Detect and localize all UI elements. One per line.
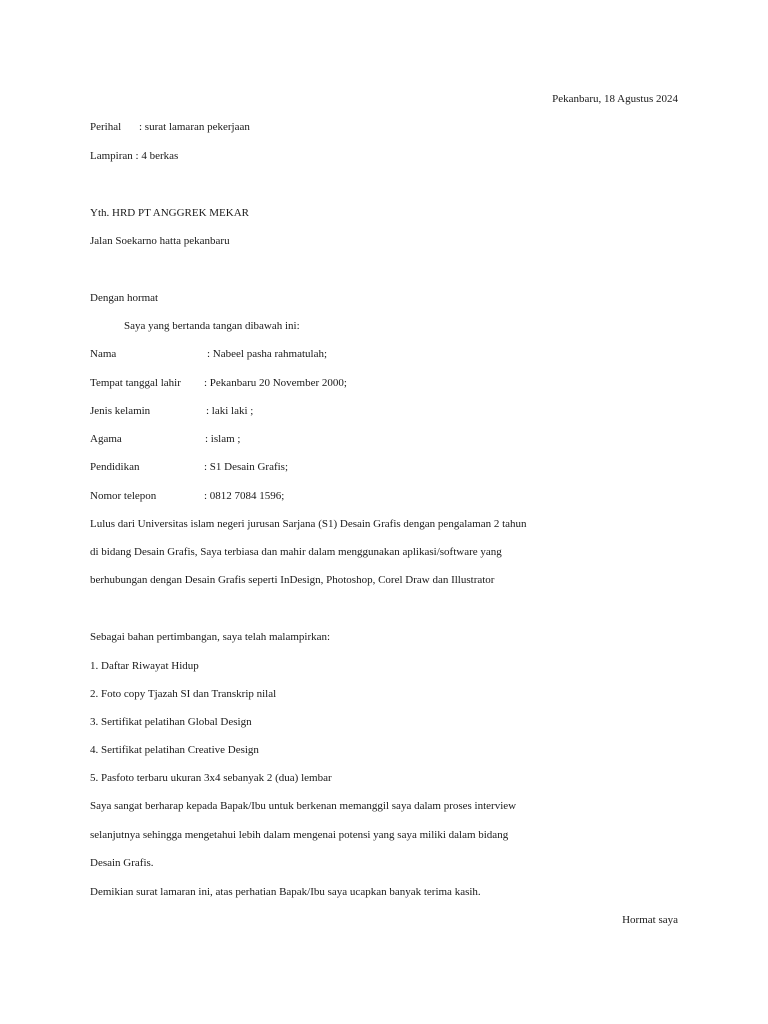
field-value-agama: : islam ; <box>205 433 241 445</box>
paragraph1-line: Lulus dari Universitas islam negeri jurusan Sarjana (S1) Desain Grafis dengan pengalaman 2 tahun <box>90 518 527 530</box>
field-label-ttl: Tempat tanggal lahir <box>90 377 181 389</box>
attachments-intro: Sebagai bahan pertimbangan, saya telah malampirkan: <box>90 631 331 643</box>
paragraph1-line: berhubungan dengan Desain Grafis seperti InDesign, Photoshop, Corel Draw dan Illustrator <box>90 574 495 586</box>
paragraph2-line: Desain Grafis. <box>90 857 154 869</box>
attachment-item: 2. Foto copy Tjazah SI dan Transkrip nilal <box>90 688 277 700</box>
lampiran: Lampiran : 4 berkas <box>90 150 179 162</box>
perihal-value: : surat lamaran pekerjaan <box>139 121 250 133</box>
recipient-address: Jalan Soekarno hatta pekanbaru <box>90 235 230 247</box>
field-label-jenis-kelamin: Jenis kelamin <box>90 405 151 417</box>
paragraph2-line: selanjutnya sehingga mengetahui lebih dalam mengenai potensi yang saya miliki dalam bidang <box>90 829 509 841</box>
paragraph1-line: di bidang Desain Grafis, Saya terbiasa dan mahir dalam menggunakan aplikasi/software yang <box>90 546 502 558</box>
field-label-telepon: Nomor telepon <box>90 490 157 502</box>
closing-text: Demikian surat lamaran ini, atas perhatian Bapak/Ibu saya ucapkan banyak terima kasih. <box>90 886 481 898</box>
field-label-agama: Agama <box>90 433 122 445</box>
field-label-pendidikan: Pendidikan <box>90 461 140 473</box>
greeting: Dengan hormat <box>90 292 159 304</box>
field-value-jenis-kelamin: : laki laki ; <box>206 405 254 417</box>
attachment-item: 1. Daftar Riwayat Hidup <box>90 660 199 672</box>
attachment-item: 5. Pasfoto terbaru ukuran 3x4 sebanyak 2 (dua) lembar <box>90 772 332 784</box>
field-value-nama: : Nabeel pasha rahmatulah; <box>207 348 328 360</box>
attachment-item: 3. Sertifikat pelatihan Global Design <box>90 716 252 728</box>
signoff: Hormat saya <box>622 914 678 926</box>
perihal-label: Perihal <box>90 121 122 133</box>
attachment-item: 4. Sertifikat pelatihan Creative Design <box>90 744 259 756</box>
field-value-telepon: : 0812 7084 1596; <box>204 490 285 502</box>
recipient-name: Yth. HRD PT ANGGREK MEKAR <box>90 207 250 219</box>
field-label-nama: Nama <box>90 348 117 360</box>
field-value-ttl: : Pekanbaru 20 November 2000; <box>204 377 347 389</box>
paragraph2-line: Saya sangat berharap kepada Bapak/Ibu untuk berkenan memanggil saya dalam proses interview <box>90 800 517 812</box>
place-date: Pekanbaru, 18 Agustus 2024 <box>552 93 678 105</box>
intro-text: Saya yang bertanda tangan dibawah ini: <box>124 320 300 332</box>
field-value-pendidikan: : S1 Desain Grafis; <box>204 461 289 473</box>
